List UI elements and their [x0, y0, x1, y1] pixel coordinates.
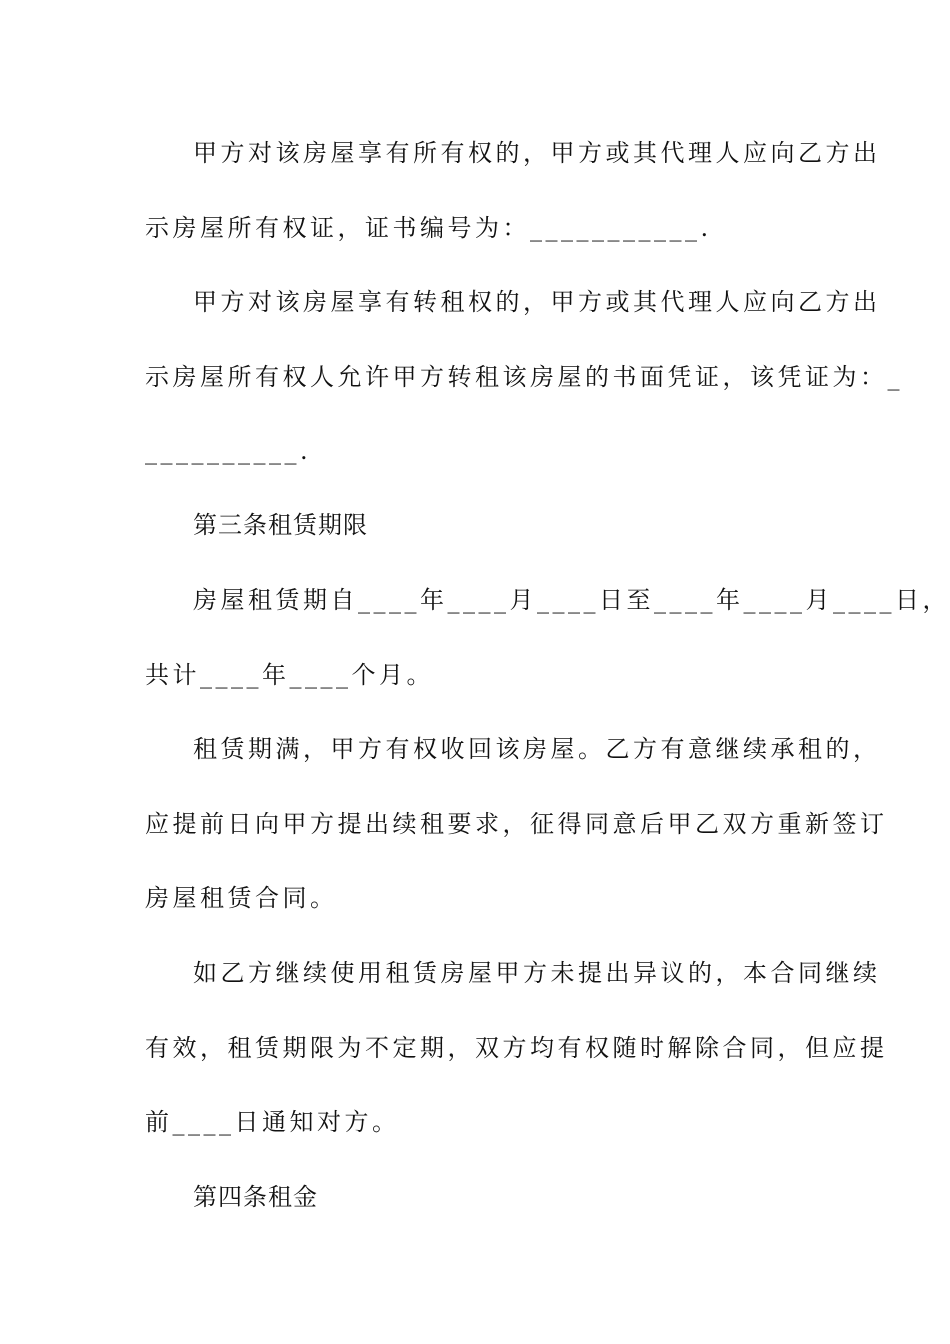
section-heading: 第三条租赁期限 — [193, 511, 368, 539]
section-heading: 第四条租金 — [193, 1183, 318, 1211]
paragraph-line: 示房屋所有权人允许甲方转租该房屋的书面凭证，该凭证为：_ — [145, 363, 903, 391]
paragraph-line: 甲方对该房屋享有转租权的，甲方或其代理人应向乙方出 — [193, 288, 881, 316]
paragraph-line: 如乙方继续使用租赁房屋甲方未提出异议的，本合同继续 — [193, 959, 881, 987]
paragraph-line: 应提前日向甲方提出续租要求，征得同意后甲乙双方重新签订 — [145, 810, 888, 838]
paragraph-line: 租赁期满，甲方有权收回该房屋。乙方有意继续承租的， — [193, 735, 881, 763]
paragraph-line: __________. — [145, 437, 312, 465]
paragraph-line: 有效，租赁期限为不定期，双方均有权随时解除合同，但应提 — [145, 1034, 888, 1062]
paragraph-line: 甲方对该房屋享有所有权的，甲方或其代理人应向乙方出 — [193, 139, 881, 167]
paragraph-line: 前____日通知对方。 — [145, 1108, 400, 1136]
paragraph-line: 示房屋所有权证，证书编号为：___________. — [145, 214, 712, 242]
paragraph-line: 房屋租赁期自____年____月____日至____年____月____日， — [193, 586, 950, 614]
paragraph-line: 房屋租赁合同。 — [145, 884, 338, 912]
paragraph-line: 共计____年____个月。 — [145, 661, 434, 689]
